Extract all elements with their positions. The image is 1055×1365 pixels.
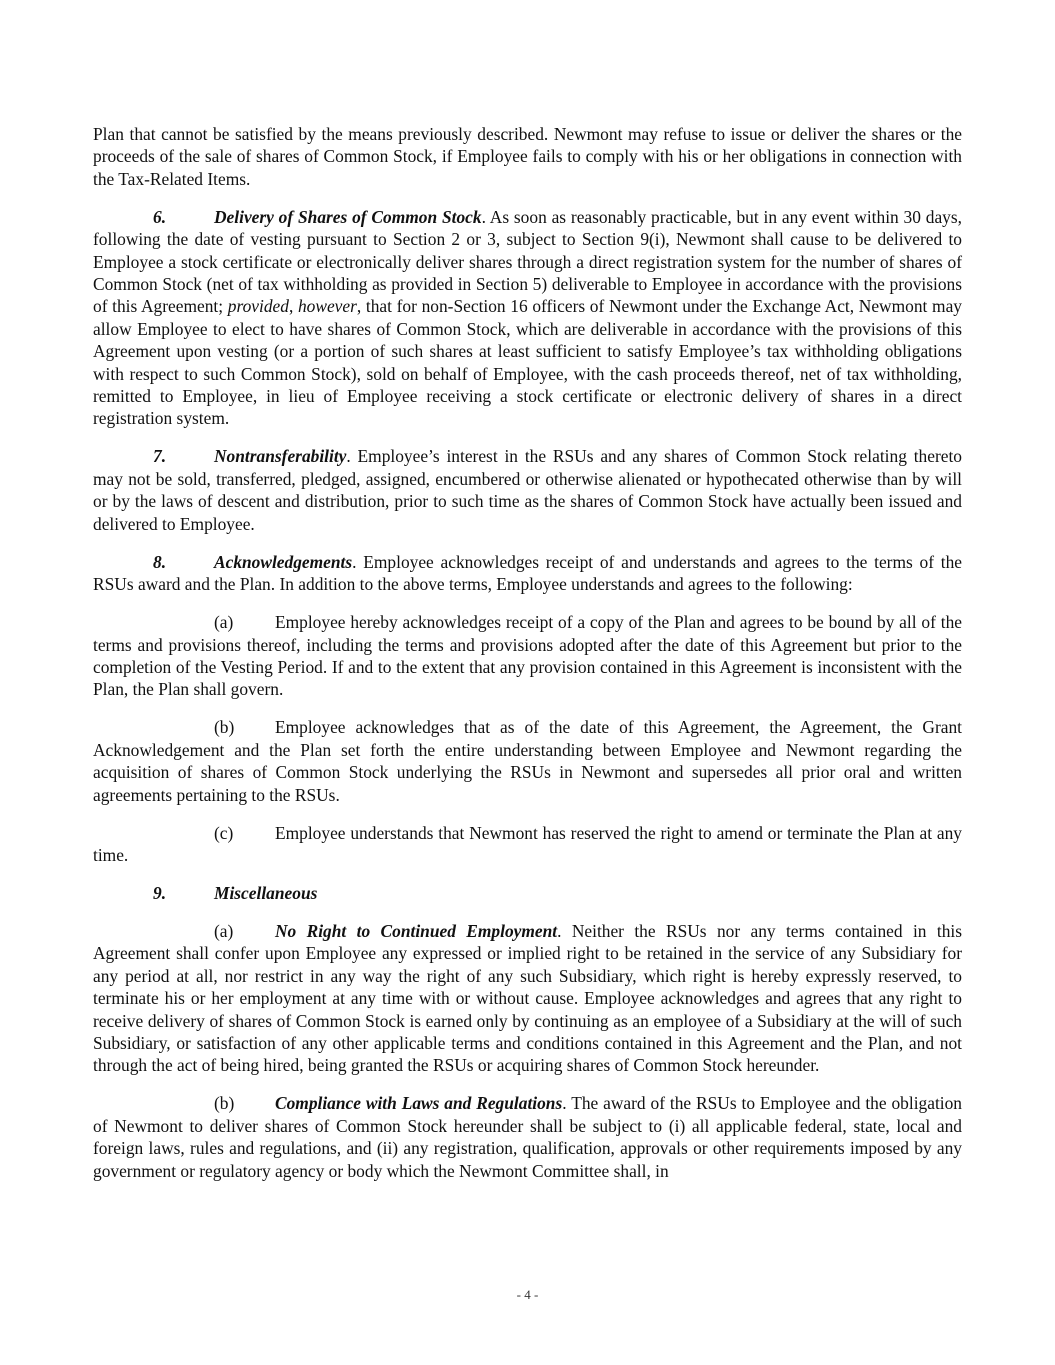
section-6-number: 6. (153, 206, 167, 227)
section-8-heading: Acknowledgements (214, 551, 353, 572)
section-6-however: however (297, 296, 357, 317)
section-8-b-text: Employee acknowledges that as of the date of this Agreement, the Agreement, the Grant Acknowledgement and the Plan set forth the entire understanding between Employee and Newmont regarding the acquisition of shares of Common Stock underlying the RSUs in Newmont and supersedes all prior oral and written agreements pertaining to the RSUs. (93, 717, 962, 805)
section-6-comma: , (288, 296, 298, 317)
section-7-heading: Nontransferability (214, 446, 347, 467)
continuation-paragraph: Plan that cannot be satisfied by the means previously described. Newmont may refuse to issue or deliver the shares or the proceeds of the sale of shares of Common Stock, if Employee fails to comply with his or her obligations in connection with the Tax-Related Items. (93, 124, 962, 189)
section-8-c-label: (c) (214, 822, 234, 843)
section-9-a-heading: No Right to Continued Employment (275, 920, 558, 941)
section-9-b-text: . The award of the RSUs to Employee and the obligation of Newmont to deliver shares of Common Stock hereunder shall be subject to (i) all applicable federal, state, local and foreign laws, rules and regulations, and (ii) any registration, qualification, approvals or other requirements imposed by any government or regulatory agency or body which the Newmont Committee shall, in (93, 1093, 962, 1181)
section-7-text: . Employee’s interest in the RSUs and any shares of Common Stock relating thereto may not be sold, transferred, pledged, assigned, encumbered or otherwise alienated or hypothecated otherwise than by will or by the laws of descent and distribution, prior to such time as the shares of Common Stock have actually been issued and delivered to Employee. (93, 446, 962, 534)
section-9-number: 9. (153, 882, 167, 903)
section-8-b-label: (b) (214, 717, 235, 738)
section-7 (93, 445, 962, 535)
section-9 (93, 882, 962, 904)
section-9-a-text: . Neither the RSUs nor any terms contained in this Agreement shall confer upon Employee any expressed or implied right to be retained in the service of any Subsidiary for any period at all, nor restrict in any way the right of any such Subsidiary, which right is hereby expressly reserved, to terminate his or her employment at any time with or without cause. Employee acknowledges and agrees that any right to receive delivery of shares of Common Stock is earned only by continuing as an employee of a Subsidiary at the will of such Subsidiary, or satisfaction of any other applicable terms and conditions contained in this Agreement and the Plan, and not through the act of being hired, being granted the RSUs or acquiring shares of Common Stock hereunder. (93, 920, 962, 1076)
section-7-number: 7. (153, 446, 167, 467)
section-9-b (93, 1092, 962, 1182)
section-8-c-text: Employee understands that Newmont has reserved the right to amend or terminate the Plan at any time. (93, 822, 962, 865)
section-8-a (93, 611, 962, 701)
section-9-a (93, 920, 962, 1077)
section-9-b-heading: Compliance with Laws and Regulations (275, 1093, 563, 1114)
section-6 (93, 206, 962, 430)
section-6-text-1: . As soon as reasonably practicable, but in any event within 30 days, following the date of vesting pursuant to Section 2 or 3, subject to Section 9(i), Newmont shall cause to be delivered to Employee a stock certificate or electronically deliver shares through a direct registration system for the number of shares of Common Stock (net of tax withholding as provided in Section 5) deliverable to Employee in accordance with the provisions of this Agreement; (93, 206, 962, 317)
section-8-b (93, 716, 962, 806)
section-9-heading: Miscellaneous (214, 882, 318, 903)
section-8-number: 8. (153, 551, 167, 572)
section-8-text: . Employee acknowledges receipt of and understands and agrees to the terms of the RSUs award and the Plan. In addition to the above terms, Employee understands and agrees to the following: (93, 551, 962, 595)
section-6-provided: provided (227, 296, 289, 317)
section-9-b-label: (b) (214, 1093, 235, 1114)
section-6-text-2: , that for non-Section 16 officers of Newmont under the Exchange Act, Newmont may allow Employee to elect to have shares of Common Stock, which are deliverable in accordance with the provisions of this Agreement upon vesting (or a portion of such shares at least sufficient to satisfy Employee’s tax withholding obligations with respect to such Common Stock), sold on behalf of Employee, with the cash proceeds thereof, net of tax withholding, remitted to Employee, in lieu of Employee receiving a stock certificate or electronic delivery of shares in a direct registration system. (93, 296, 962, 429)
section-9-a-label: (a) (214, 920, 234, 941)
page-number: - 4 - (516, 1287, 539, 1302)
document-page (93, 123, 962, 1198)
section-8-a-label: (a) (214, 612, 234, 633)
section-8-c (93, 822, 962, 867)
section-8-a-text: Employee hereby acknowledges receipt of a copy of the Plan and agrees to be bound by all of the terms and provisions thereof, including the terms and provisions adopted after the date of this Agreement but prior to the completion of the Vesting Period. If and to the extent that any provision contained in this Agreement is inconsistent with the Plan, the Plan shall govern. (93, 612, 962, 700)
section-8 (93, 551, 962, 596)
section-6-heading: Delivery of Shares of Common Stock (214, 206, 482, 227)
